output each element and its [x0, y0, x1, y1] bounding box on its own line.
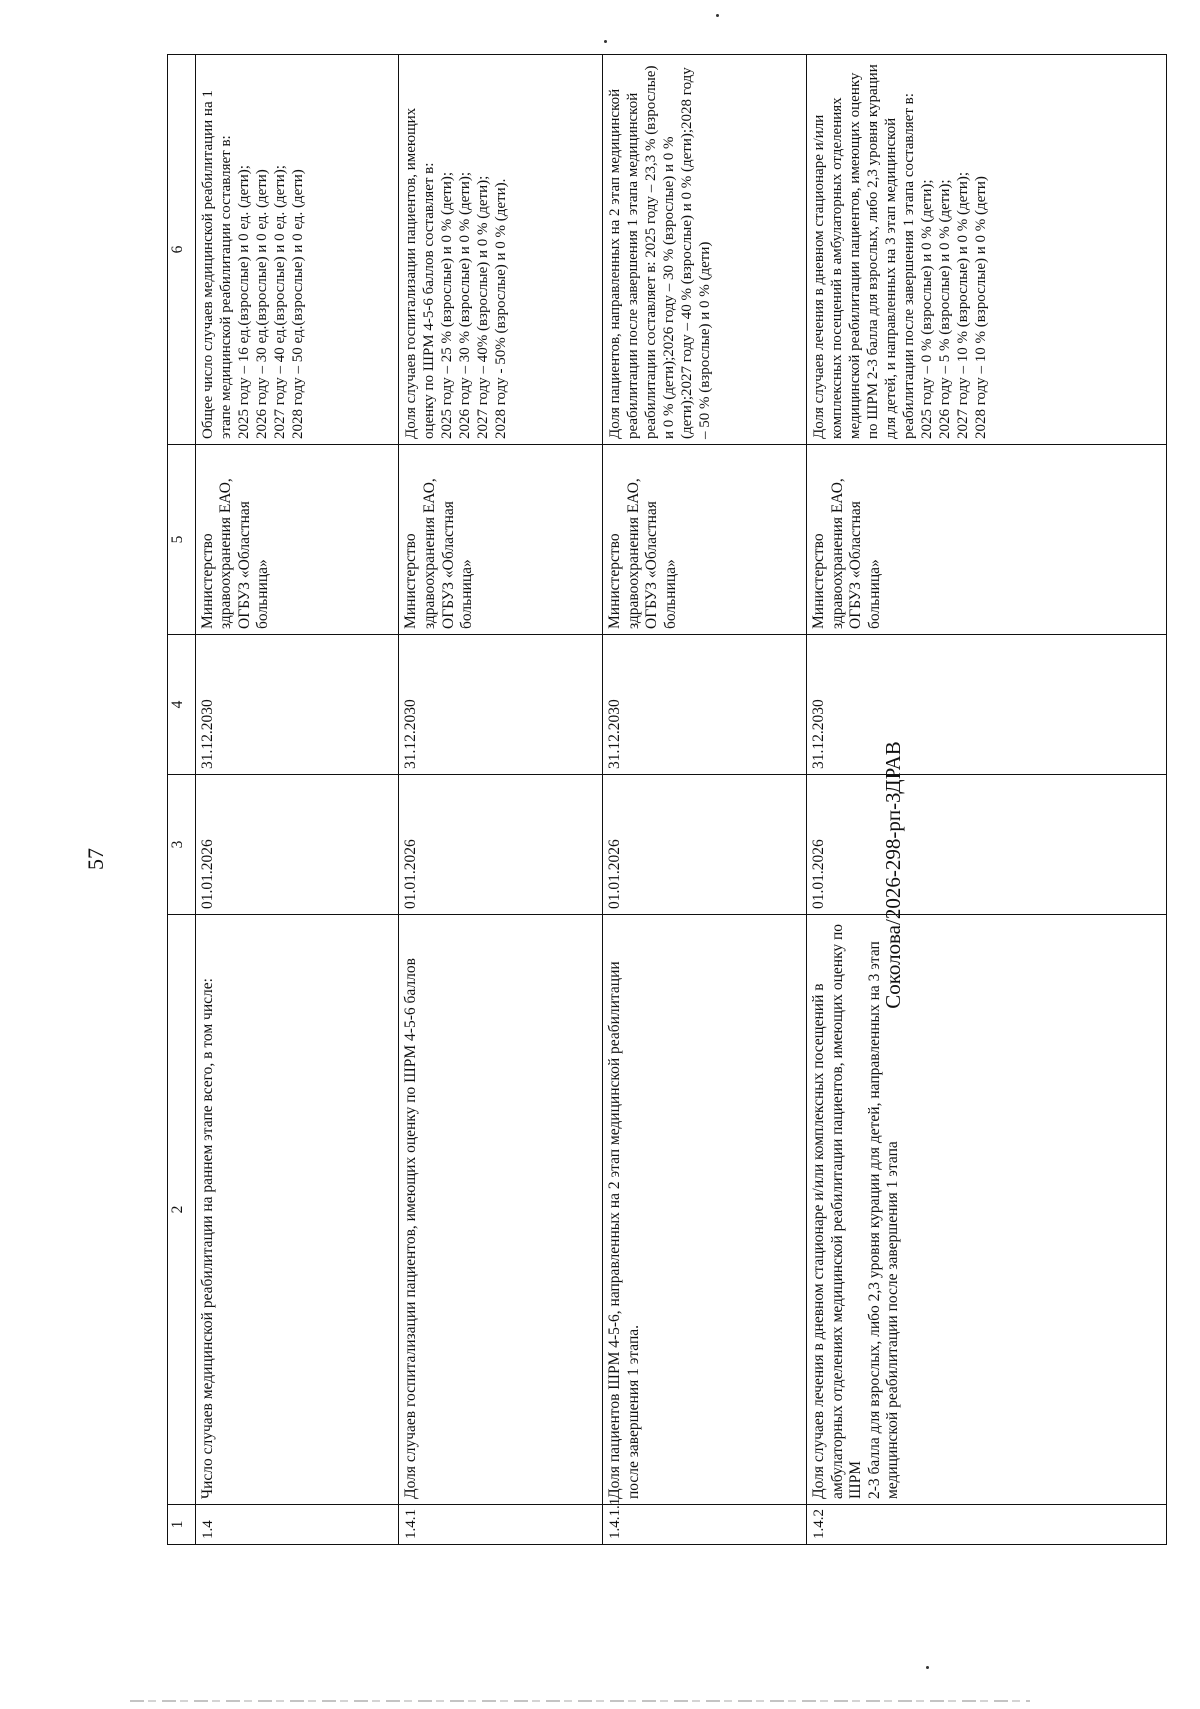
table-row — [807, 55, 1167, 1545]
row-responsible: Министерство здравоохранения ЕАО, ОГБУЗ «Областная больница» — [603, 445, 807, 635]
row-end-date: 31.12.2030 — [195, 635, 399, 775]
row-start-date: 01.01.2026 — [807, 775, 1167, 915]
document-reference: Соколова/2026-298-рп-ЗДРАВ — [881, 741, 905, 1009]
table-container — [167, 55, 1167, 1545]
col-header: 2 — [168, 915, 196, 1505]
scan-speck — [926, 1666, 929, 1669]
table-row — [399, 55, 603, 1545]
row-start-date: 01.01.2026 — [603, 775, 807, 915]
scan-speck — [716, 14, 719, 17]
table-row — [195, 55, 399, 1545]
row-indicator: Доля пациентов, направленных на 2 этап медицинской реабилитации после завершения 1 этапа медицинской реабилитации составляет в: 2025 году – 23,3 % (взрослые) и 0 % (дети);2026 году – 30 % (взрослые) и 0 % (дети);2027 году – 40 % (взрослые) и 0 % (дети);2028 году – 50 % (взрослые) и 0 % (дети) — [603, 55, 807, 445]
row-indicator: Доля случаев лечения в дневном стационаре и/или комплексных посещений в амбулаторных отделениях медицинской реабилитации пациентов, имеющих оценку по ШРМ 2-3 балла для взрослых, либо 2,3 уровня курации для детей, и направленных на 3 этап медицинской реабилитации после завершения 1 этапа составляет в: 2025 году – 0 % (взрослые) и 0 % (дети); 2026 году – 5 % (взрослые) и 0 % (дети); 2027 году – 10 % (взрослые) и 0 % (дети); 2028 году – 10 % (взрослые) и 0 % (дети) — [807, 55, 1167, 445]
row-end-date: 31.12.2030 — [807, 635, 1167, 775]
row-number: 1.4 — [195, 1505, 399, 1545]
row-end-date: 31.12.2030 — [399, 635, 603, 775]
row-description: Число случаев медицинской реабилитации на раннем этапе всего, в том числе: — [195, 915, 399, 1505]
row-start-date: 01.01.2026 — [195, 775, 399, 915]
row-description: Доля случаев госпитализации пациентов, имеющих оценку по ШРМ 4-5-6 баллов — [399, 915, 603, 1505]
row-number: 1.4.2 — [807, 1505, 1167, 1545]
plan-table — [167, 54, 1167, 1545]
table-row — [603, 55, 807, 1545]
row-responsible: Министерство здравоохранения ЕАО, ОГБУЗ «Областная больница» — [195, 445, 399, 635]
page-number: 57 — [83, 848, 108, 870]
row-start-date: 01.01.2026 — [399, 775, 603, 915]
row-indicator: Общее число случаев медицинской реабилитации на 1 этапе медицинской реабилитации составляет в: 2025 году – 16 ед.(взрослые) и 0 ед. (дети); 2026 году – 30 ед.(взрослые) и 0 ед. (дети) 2027 году – 40 ед.(взрослые) и 0 ед. (дети); 2028 году – 50 ед.(взрослые) и 0 ед. (дети) — [195, 55, 399, 445]
row-responsible: Министерство здравоохранения ЕАО, ОГБУЗ «Областная больница» — [807, 445, 1167, 635]
row-number: 1.4.1 — [399, 1505, 603, 1545]
col-header: 6 — [168, 55, 196, 445]
row-description: Доля пациентов ШРМ 4-5-6, направленных на 2 этап медицинской реабилитации после завершения 1 этапа. — [603, 915, 807, 1505]
col-header: 5 — [168, 445, 196, 635]
row-responsible: Министерство здравоохранения ЕАО, ОГБУЗ «Областная больница» — [399, 445, 603, 635]
header-row — [168, 55, 196, 1545]
col-header: 3 — [168, 775, 196, 915]
col-header: 4 — [168, 635, 196, 775]
col-header: 1 — [168, 1505, 196, 1545]
scan-edge-artifact — [130, 1700, 1030, 1702]
row-description: Доля случаев лечения в дневном стационаре и/или комплексных посещений в амбулаторных отделениях медицинской реабилитации пациентов, имеющих оценку по ШРМ 2-3 балла для взрослых, либо 2,3 уровня курации для детей, направленных на 3 этап медицинской реабилитации после завершения 1 этапа — [807, 915, 1167, 1505]
row-number: 1.4.1.1 — [603, 1505, 807, 1545]
scan-speck — [604, 40, 607, 43]
row-indicator: Доля случаев госпитализации пациентов, имеющих оценку по ШРМ 4-5-6 баллов составляет в: 2025 году – 25 % (взрослые) и 0 % (дети); 2026 году – 30 % (взрослые) и 0 % (дети); 2027 году – 40% (взрослые) и 0 % (дети); 2028 году - 50% (взрослые) и 0 % (дети). — [399, 55, 603, 445]
row-end-date: 31.12.2030 — [603, 635, 807, 775]
